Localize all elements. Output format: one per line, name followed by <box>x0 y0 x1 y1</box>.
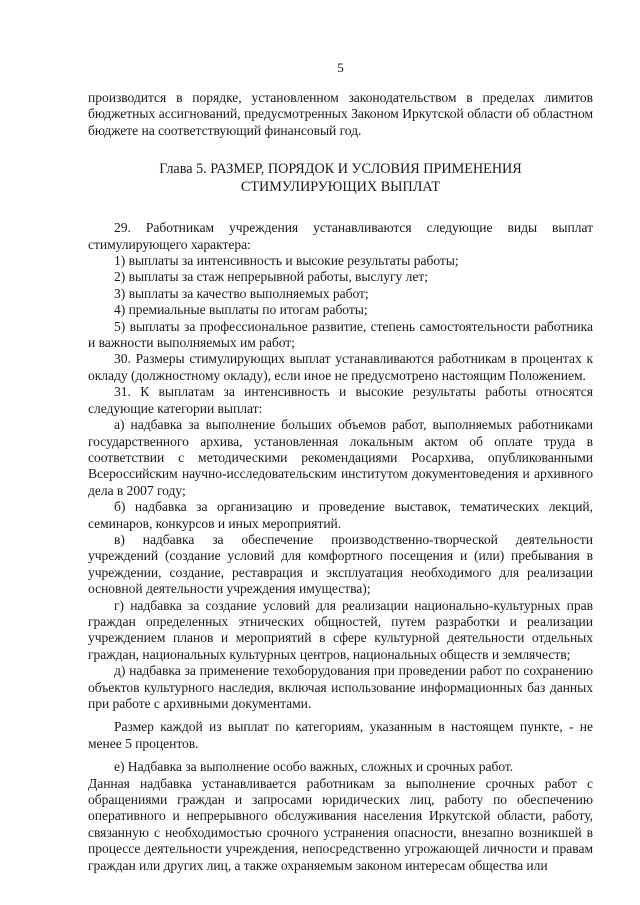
list-item-31-g: г) надбавка за создание условий для реализации национально-культурных прав граждан определенных этнических общностей, путем разработки и реализации учреждением планов и мероприятий в сфере культурной деятельности отдельных граждан, национальных культурных центров, национальных обществ и землячеств; <box>88 597 593 662</box>
list-item-31-v: в) надбавка за обеспечение производственно-творческой деятельности учреждений (создание условий для комфортного посещения и (или) пребывания в учреждении, создание, реставрация и эксплуатация необходимого для реализации основной деятельности учреждения имущества); <box>88 531 593 597</box>
list-item-29-2: 2) выплаты за стаж непрерывной работы, выслугу лет; <box>114 269 428 285</box>
list-item-29-4: 4) премиальные выплаты по итогам работы; <box>114 302 368 318</box>
list-item-31-d: д) надбавка за применение техоборудования при проведении работ по сохранению объектов культурного наследия, включая использование информационных баз данных при работе с архивными документами. <box>88 663 593 711</box>
list-item-29-1: 1) выплаты за интенсивность и высокие результаты работы; <box>114 253 459 269</box>
list-item-29-3: 3) выплаты за качество выполняемых работ; <box>114 285 369 301</box>
chapter-title <box>88 161 593 196</box>
paragraph-29: 29. Работникам учреждения устанавливаются следующие виды выплат стимулирующего характера: <box>88 220 593 252</box>
list-item-e: е) Надбавка за выполнение особо важных, сложных и срочных работ. <box>114 759 514 775</box>
size-note: Размер каждой из выплат по категориям, указанным в настоящем пункте, - не менее 5 процентов. <box>88 719 593 751</box>
paragraph-31: 31. К выплатам за интенсивность и высокие результаты работы относятся следующие категории выплат: <box>88 384 593 416</box>
page-number: 5 <box>337 60 344 75</box>
list-item-29-5: 5) выплаты за профессиональное развитие, степень самостоятельности работника и важности выполняемых им работ; <box>88 318 593 351</box>
list-item-31-a: а) надбавка за выполнение больших объемов работ, выполняемых работниками государственного архива, установленная локальным актом об оплате труда в соответствии с методическими рекомендациями Росархива, опубликованными Всероссийским научно-исследовательским институтом документоведения и архивного дела в 2007 году; <box>88 417 593 498</box>
chapter-title-line-2: СТИМУЛИРУЮЩИХ ВЫПЛАТ <box>240 178 441 195</box>
chapter-title-line-1: Глава 5. РАЗМЕР, ПОРЯДОК И УСЛОВИЯ ПРИМЕНЕНИЯ <box>159 161 522 178</box>
final-paragraph: Данная надбавка устанавливается работникам за выполнение срочных работ с обращениями граждан и запросами юридических лиц, работу по обеспечению оперативного и непрерывного обслуживания населения Иркутской области, работу, связанную с необходимостью срочного устранения опасности, внезапно возникшей в процессе деятельности учреждения, непосредственно угрожающей личности и правам граждан или других лиц, а также охраняемым законом интересам общества или <box>88 775 593 873</box>
paragraph-30: 30. Размеры стимулирующих выплат устанавливаются работникам в процентах к окладу (должностному окладу), если иное не предусмотрено настоящим Положением. <box>88 351 593 383</box>
intro-paragraph: производится в порядке, установленном законодательством в пределах лимитов бюджетных ассигнований, предусмотренных Законом Иркутской области об областном бюджете на соответствующий финансовый год. <box>88 90 593 138</box>
list-item-31-b: б) надбавка за организацию и проведение выставок, тематических лекций, семинаров, конкурсов и иных мероприятий. <box>88 499 593 531</box>
